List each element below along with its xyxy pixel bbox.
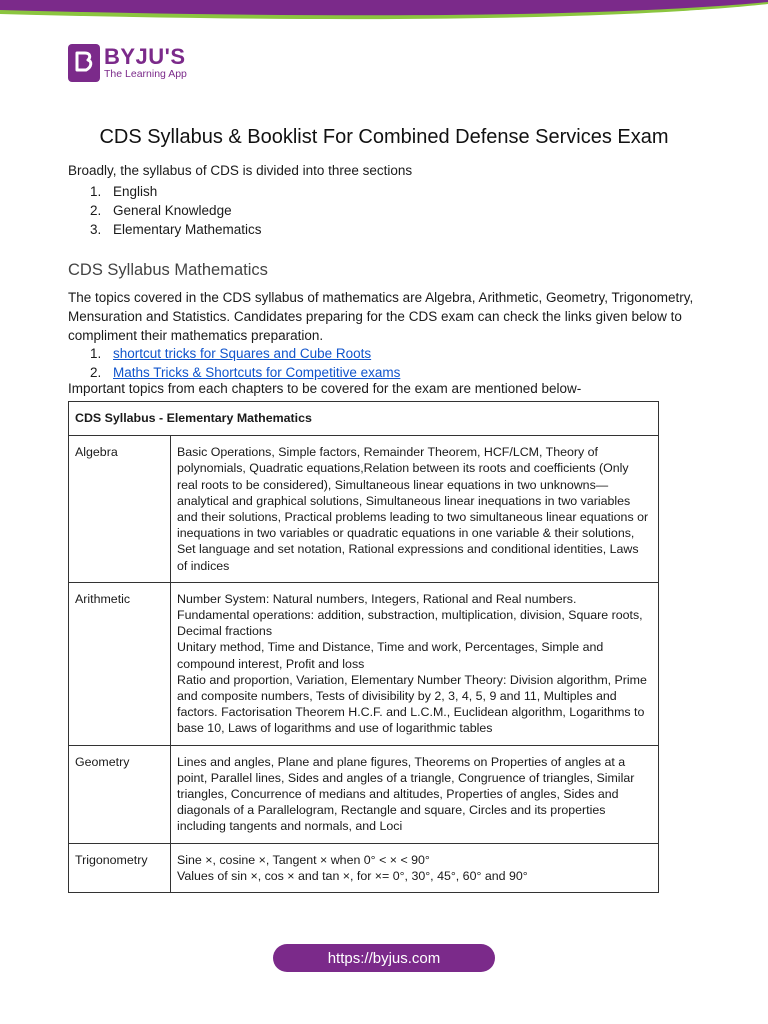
table-row [69, 843, 659, 892]
content-line: Sine ×, cosine ×, Tangent × when 0° < × < 90° [177, 852, 430, 867]
section-heading: CDS Syllabus Mathematics [68, 261, 268, 279]
logo-name: BYJU'S [104, 44, 186, 69]
topic-cell: Arithmetic [69, 582, 171, 745]
list-label: General Knowledge [113, 203, 232, 218]
content-line: Basic Operations, Simple factors, Remainder Theorem, HCF/LCM, Theory of polynomials, Quadratic equations,Relation between its roots and coefficients (Only real roots to be considered), Simultaneous linear equations in two unknowns—analytical and graphical solutions, Simultaneous linear inequations in two variables and their solutions, Practical problems leading to two simultaneous linear equations or inequations in two variables or quadratic equations in one variable & their solutions, Set language and set notation, Rational expressions and conditional identities, Laws of indices [177, 445, 649, 573]
links-list [90, 344, 400, 382]
table-row [69, 436, 659, 583]
maths-paragraph: The topics covered in the CDS syllabus of mathematics are Algebra, Arithmetic, Geometry, Trigonometry, Mensuration and Statistics. Candidates preparing for the CDS exam can check the links given below to compliment their mathematics preparation. [68, 290, 694, 343]
list-number: 3. [90, 222, 102, 237]
content-cell [171, 745, 659, 843]
topic-cell: Geometry [69, 745, 171, 843]
list-item [90, 220, 262, 239]
content-line: Values of sin ×, cos × and tan ×, for ×= 0°, 30°, 45°, 60° and 90° [177, 868, 528, 883]
content-line: Ratio and proportion, Variation, Elementary Number Theory: Division algorithm, Prime and composite numbers, Tests of divisibility by 2, 3, 4, 5, 9 and 11, Multiples and factors. Factorisation Theorem H.C.F. and L.C.M., Euclidean algorithm, Logarithms to base 10, Laws of logarithms and use of logarithmic tables [177, 672, 647, 736]
content-line: Unitary method, Time and Distance, Time and work, Percentages, Simple and compound interest, Profit and loss [177, 640, 604, 671]
logo-mark-icon [68, 44, 100, 82]
list-label: Elementary Mathematics [113, 222, 262, 237]
list-item [90, 363, 400, 382]
important-topics-text: Important topics from each chapters to be covered for the exam are mentioned below- [68, 381, 582, 396]
list-number: 2. [90, 365, 102, 380]
list-number: 2. [90, 203, 102, 218]
content-line: Number System: Natural numbers, Integers, Rational and Real numbers. Fundamental operations: addition, substraction, multiplication, division, Square roots, Decimal fractions [177, 591, 643, 639]
table-header: CDS Syllabus - Elementary Mathematics [69, 402, 659, 436]
list-item [90, 182, 262, 201]
content-cell [171, 843, 659, 892]
syllabus-table [68, 401, 659, 893]
table-header-row [69, 402, 659, 436]
table-row [69, 582, 659, 745]
top-decorative-bar [0, 0, 768, 24]
topic-cell: Algebra [69, 436, 171, 583]
link-squares-cube-roots[interactable]: shortcut tricks for Squares and Cube Roots [113, 346, 372, 361]
list-number: 1. [90, 184, 102, 199]
link-maths-tricks[interactable]: Maths Tricks & Shortcuts for Competitive exams [113, 365, 401, 380]
list-label: English [113, 184, 158, 199]
list-number: 1. [90, 346, 102, 361]
footer-url-link[interactable]: https://byjus.com [273, 944, 495, 972]
sections-list [90, 182, 262, 239]
topic-cell: Trigonometry [69, 843, 171, 892]
logo-tagline: The Learning App [104, 68, 187, 80]
content-line: Lines and angles, Plane and plane figures, Theorems on Properties of angles at a point, Parallel lines, Sides and angles of a triangle, Congruence of triangles, Similar triangles, Concurrence of medians and altitudes, Properties of angles, Sides and diagonals of a Parallelogram, Rectangle and square, Circles and its properties including tangents and normals, and Loci [177, 754, 635, 834]
content-cell [171, 582, 659, 745]
content-cell [171, 436, 659, 583]
list-item [90, 201, 262, 220]
page-title: CDS Syllabus & Booklist For Combined Defense Services Exam [99, 126, 669, 148]
byjus-logo [68, 44, 187, 82]
table-row [69, 745, 659, 843]
intro-text: Broadly, the syllabus of CDS is divided into three sections [68, 163, 413, 178]
list-item [90, 344, 400, 363]
